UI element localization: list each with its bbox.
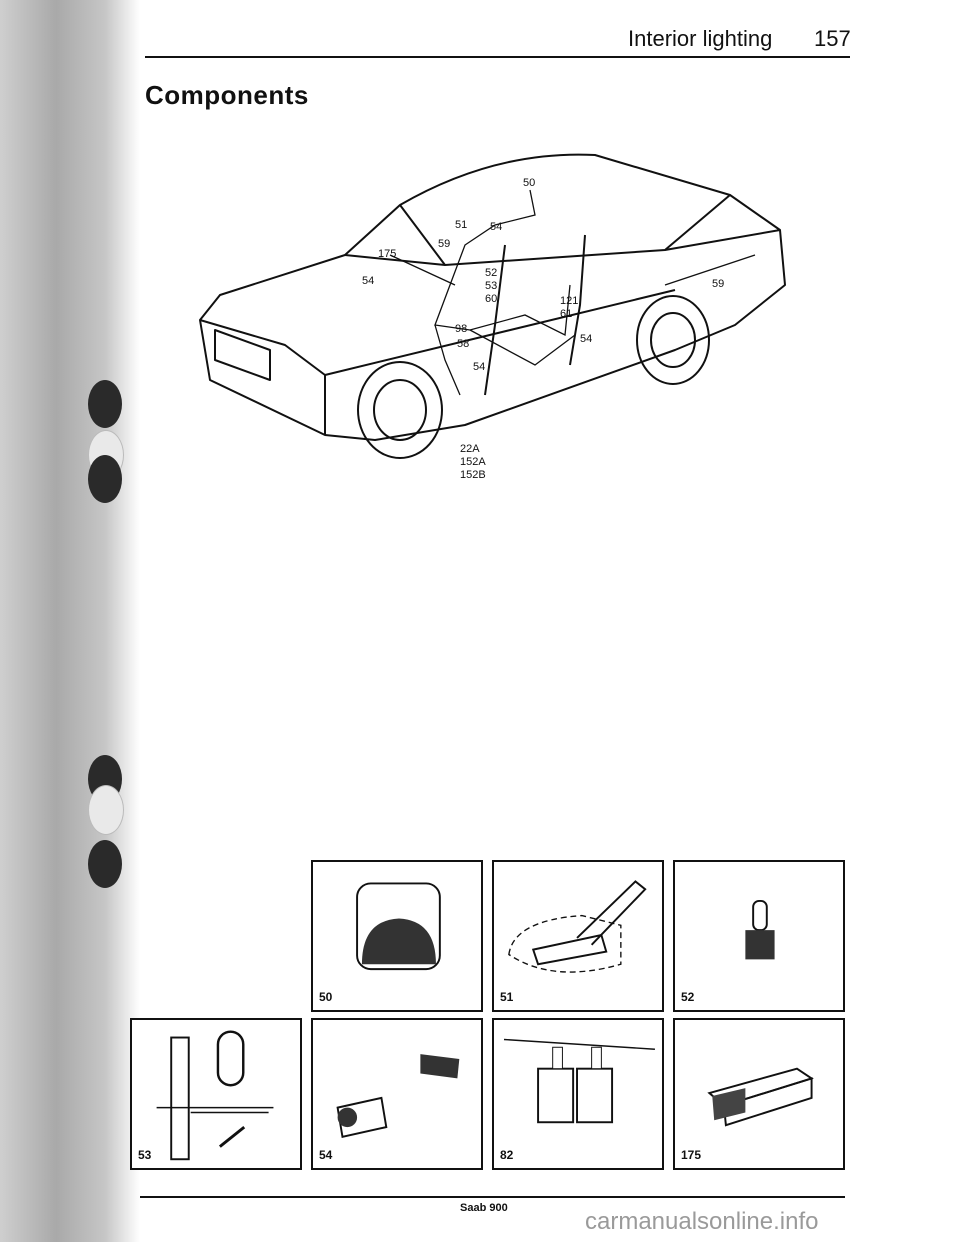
panel-label-51: 51 bbox=[500, 990, 514, 1004]
panel-label-54: 54 bbox=[319, 1148, 333, 1162]
panel-label-53: 53 bbox=[138, 1148, 152, 1162]
dome-lamp-drawing bbox=[313, 862, 481, 1010]
callout-175: 175 bbox=[378, 248, 397, 260]
component-panel-82 bbox=[492, 1018, 664, 1170]
callout-152B: 152B bbox=[460, 469, 486, 481]
panel-label-50: 50 bbox=[319, 990, 333, 1004]
callout-51: 51 bbox=[455, 219, 468, 231]
callout-61: 61 bbox=[560, 308, 573, 320]
callout-54: 54 bbox=[473, 361, 486, 373]
relay-drawing bbox=[494, 1020, 662, 1168]
section-title: Components bbox=[145, 80, 309, 110]
binding-margin bbox=[0, 0, 140, 1242]
bulb-holder-drawing bbox=[675, 862, 843, 1010]
component-panel-175 bbox=[673, 1018, 845, 1170]
callout-121: 121 bbox=[560, 295, 579, 307]
component-panel-54 bbox=[311, 1018, 483, 1170]
glovebox-lamp-drawing bbox=[675, 1020, 843, 1168]
component-panel-50 bbox=[311, 860, 483, 1012]
panel-label-82: 82 bbox=[500, 1148, 514, 1162]
callout-59: 59 bbox=[712, 278, 725, 290]
door-switch-drawing bbox=[132, 1020, 300, 1168]
car-drawing bbox=[195, 135, 800, 495]
callout-59: 59 bbox=[438, 238, 451, 250]
callout-54: 54 bbox=[490, 221, 503, 233]
mirror-lamp-drawing bbox=[494, 862, 662, 1010]
callout-58: 58 bbox=[457, 338, 470, 350]
component-panel-52 bbox=[673, 860, 845, 1012]
punch-hole bbox=[88, 840, 122, 888]
footer-model: Saab 900 bbox=[460, 1202, 508, 1214]
panel-label-175: 175 bbox=[681, 1148, 702, 1162]
punch-hole bbox=[88, 380, 122, 428]
panel-label-52: 52 bbox=[681, 990, 695, 1004]
page-number: 157 bbox=[814, 26, 851, 51]
callout-52: 52 bbox=[485, 267, 498, 279]
component-panel-53 bbox=[130, 1018, 302, 1170]
watermark: carmanualsonline.info bbox=[585, 1208, 819, 1235]
punch-hole bbox=[88, 455, 122, 503]
callout-53: 53 bbox=[485, 280, 498, 292]
component-panel-51 bbox=[492, 860, 664, 1012]
car-wiring-illustration bbox=[195, 135, 800, 495]
footer-rule bbox=[140, 1196, 845, 1198]
callout-50: 50 bbox=[523, 177, 536, 189]
page-header-title: Interior lighting bbox=[628, 26, 773, 51]
header-rule bbox=[145, 56, 850, 58]
contact-switch-drawing bbox=[313, 1020, 481, 1168]
callout-98: 98 bbox=[455, 323, 468, 335]
callout-152A: 152A bbox=[460, 456, 486, 468]
punch-hole bbox=[88, 785, 124, 835]
callout-22A: 22A bbox=[460, 443, 480, 455]
callout-54: 54 bbox=[362, 275, 375, 287]
callout-60: 60 bbox=[485, 293, 498, 305]
callout-54: 54 bbox=[580, 333, 593, 345]
